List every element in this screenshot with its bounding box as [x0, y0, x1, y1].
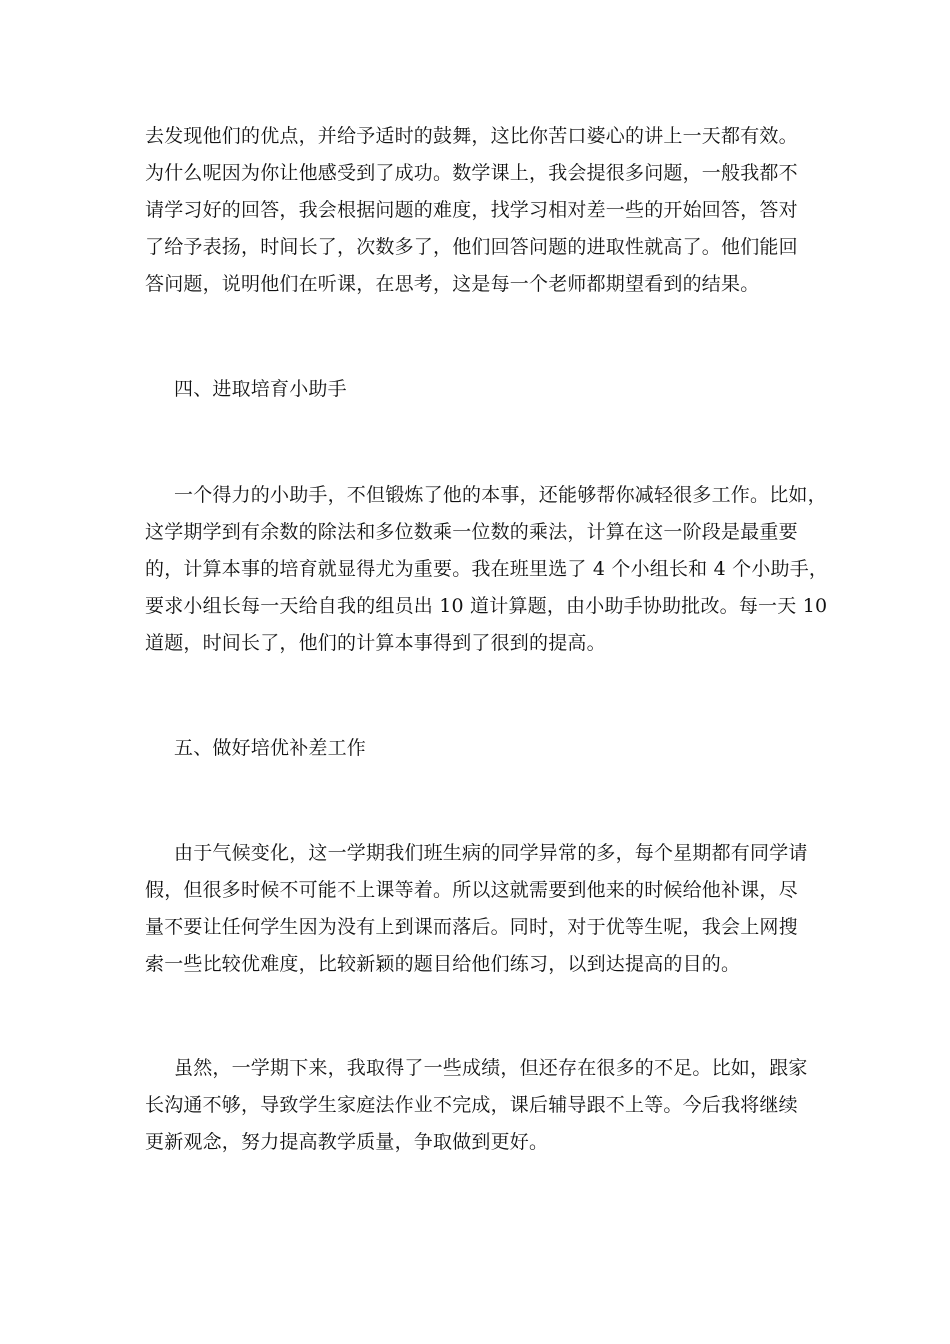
paragraph-line: 一个得力的小助手，不但锻炼了他的本事，还能够帮你减轻很多工作。比如，	[174, 484, 827, 506]
paragraph-line: 虽然，一学期下来，我取得了一些成绩，但还存在很多的不足。比如，跟家	[174, 1057, 808, 1079]
paragraph-line: 量不要让任何学生因为没有上到课而落后。同时，对于优等生呢，我会上网搜	[145, 916, 798, 938]
paragraph-line: 长沟通不够，导致学生家庭法作业不完成，课后辅导跟不上等。今后我将继续	[145, 1094, 798, 1116]
paragraph-line: 这学期学到有余数的除法和多位数乘一位数的乘法，计算在这一阶段是最重要	[145, 521, 798, 543]
paragraph-line: 假，但很多时候不可能不上课等着。所以这就需要到他来的时候给他补课，尽	[145, 879, 798, 901]
paragraph-line: 为什么呢因为你让他感受到了成功。数学课上，我会提很多问题，一般我都不	[145, 162, 798, 184]
paragraph-line: 要求小组长每一天给自我的组员出 10 道计算题，由小助手协助批改。每一天 10	[145, 595, 828, 617]
paragraph-line: 去发现他们的优点，并给予适时的鼓舞，这比你苦口婆心的讲上一天都有效。	[145, 125, 798, 147]
paragraph-line: 更新观念，努力提高教学质量，争取做到更好。	[145, 1131, 549, 1153]
paragraph-line: 了给予表扬，时间长了，次数多了，他们回答问题的进取性就高了。他们能回	[145, 236, 798, 258]
section-heading: 五、做好培优补差工作	[174, 737, 367, 759]
paragraph-line: 答问题，说明他们在听课，在思考，这是每一个老师都期望看到的结果。	[145, 273, 760, 295]
paragraph-line: 索一些比较优难度，比较新颖的题目给他们练习，以到达提高的目的。	[145, 953, 741, 975]
paragraph-line: 道题，时间长了，他们的计算本事得到了很到的提高。	[145, 632, 606, 654]
section-heading: 四、进取培育小助手	[174, 378, 347, 400]
paragraph-line: 请学习好的回答，我会根据问题的难度，找学习相对差一些的开始回答，答对	[145, 199, 798, 221]
paragraph-line: 由于气候变化，这一学期我们班生病的同学异常的多，每个星期都有同学请	[174, 842, 808, 864]
paragraph-line: 的，计算本事的培育就显得尤为重要。我在班里选了 4 个小组长和 4 个小助手，	[145, 558, 829, 580]
